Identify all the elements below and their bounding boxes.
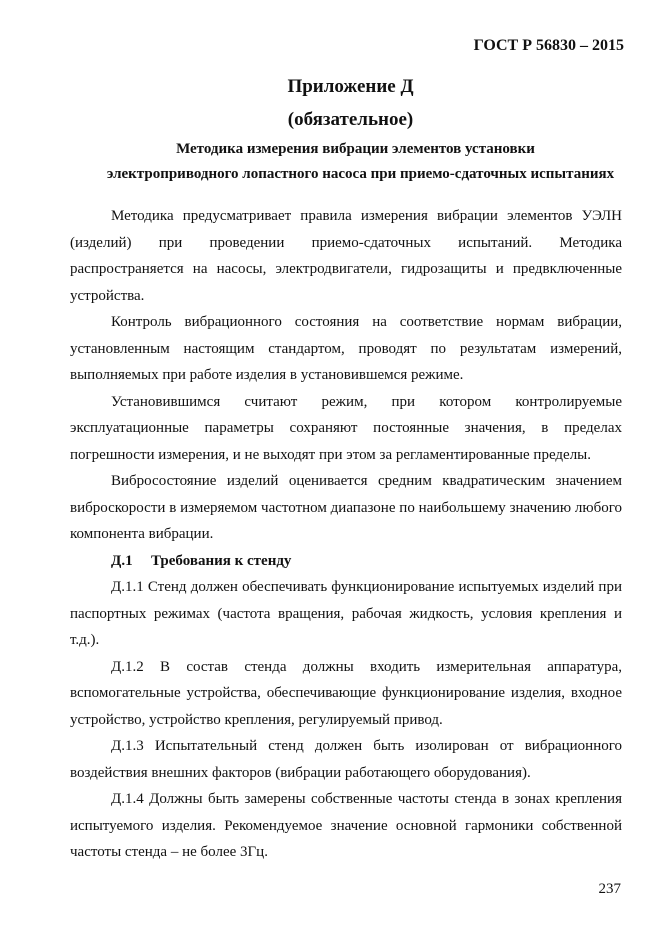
section-number: Д.1 bbox=[111, 552, 133, 569]
paragraph: Контроль вибрационного состояния на соответствие нормам вибрации, установленным настоящим стандартом, проводят по результатам измерений, выполняемых при работе изделия в установившемся режиме. bbox=[70, 314, 622, 383]
clause: Д.1.3 Испытательный стенд должен быть изолирован от вибрационного воздействия внешних факторов (вибрации работающего оборудования). bbox=[70, 738, 622, 781]
clause: Д.1.4 Должны быть замерены собственные частоты стенда в зонах крепления испытуемого изделия. Рекомендуемое значение основной гармоники собственной частоты стенда – не более 3Гц. bbox=[70, 791, 622, 860]
appendix-status: (обязательное) bbox=[287, 109, 414, 130]
clause: Д.1.2 В состав стенда должны входить измерительная аппаратура, вспомогательные устройства, обеспечивающие функционирование изделия, входное устройство, устройство крепления, регулируемый привод. bbox=[70, 658, 622, 728]
document-header-standard: ГОСТ Р 56830 – 2015 bbox=[473, 37, 624, 54]
document-body bbox=[70, 203, 622, 866]
section-title: Требования к стенду bbox=[151, 552, 292, 569]
appendix-title: Приложение Д bbox=[287, 76, 414, 97]
clause: Д.1.1 Стенд должен обеспечивать функционирование испытуемых изделий при паспортных режимах (частота вращения, рабочая жидкость, условия крепления и т.д.). bbox=[70, 579, 622, 648]
paragraph: Установившимся считают режим, при котором контролируемые эксплуатационные параметры сохраняют постоянные значения, в пределах погрешности измерения, и не выходят при этом за регламентированные пределы. bbox=[70, 393, 622, 463]
paragraph: Вибросостояние изделий оценивается средним квадратическим значением виброскорости в измеряемом частотном диапазоне по наибольшему значению любого компонента вибрации. bbox=[70, 473, 622, 542]
method-title-line-1: Методика измерения вибрации элементов установки bbox=[176, 141, 535, 157]
section-heading bbox=[70, 548, 622, 575]
method-title-line-2: электроприводного лопастного насоса при приемо-сдаточных испытаниях bbox=[106, 166, 615, 182]
paragraph: Методика предусматривает правила измерения вибрации элементов УЭЛН (изделий) при проведении приемо-сдаточных испытаний. Методика распространяется на насосы, электродвигатели, гидрозащиты и предвключенные устройства. bbox=[70, 208, 622, 304]
page-number: 237 bbox=[598, 881, 621, 897]
